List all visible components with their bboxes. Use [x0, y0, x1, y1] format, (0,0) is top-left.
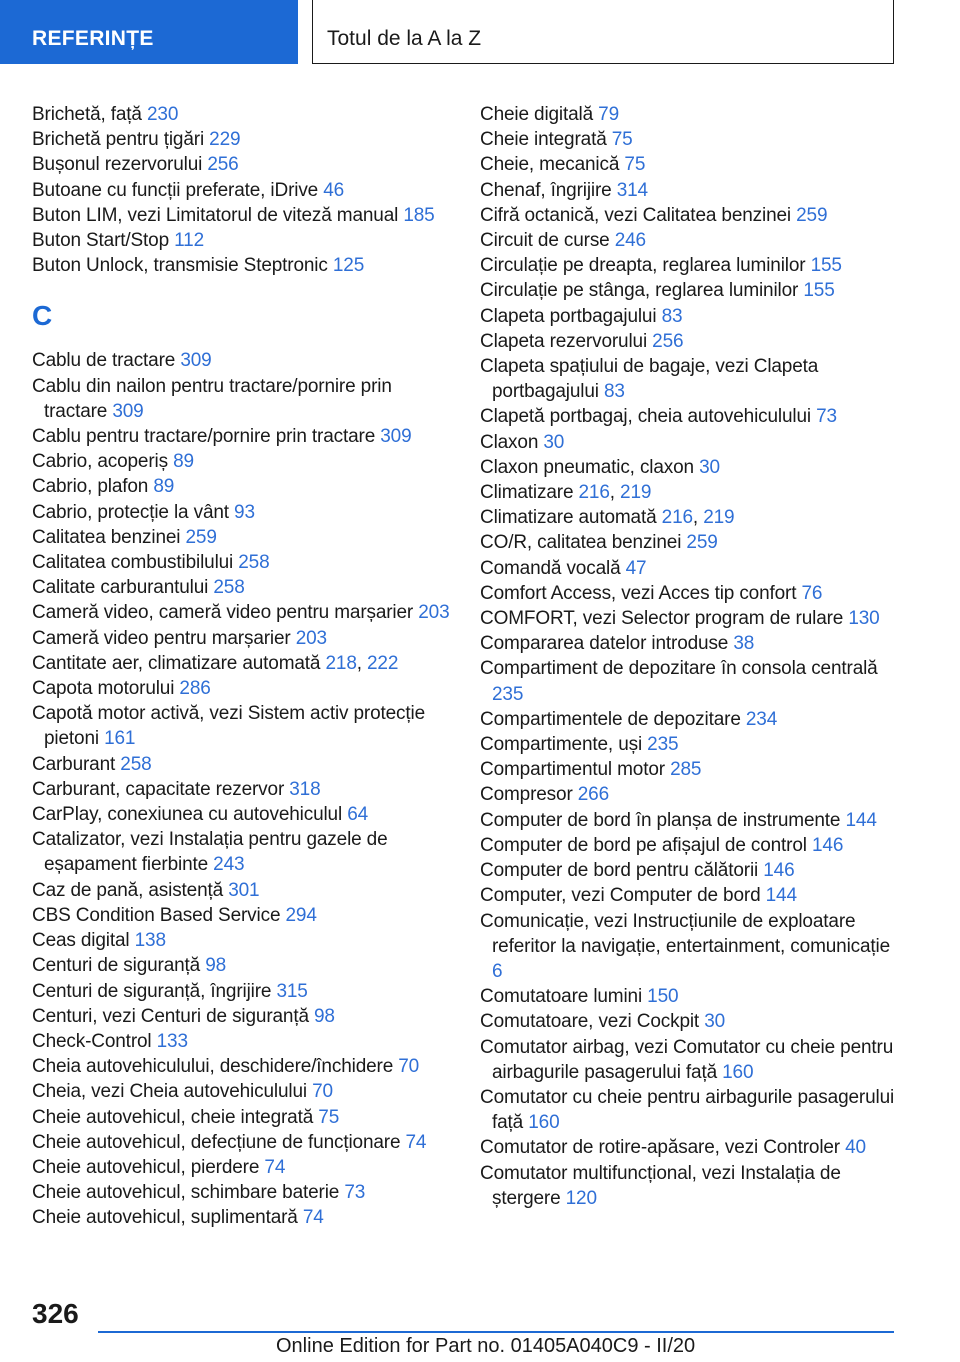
index-term: Capotă motor activă, vezi Sistem activ protecție pietoni	[32, 703, 426, 750]
index-term: Catalizator, vezi Instalația pentru gazele de eșapament fierbinte	[32, 829, 388, 876]
page-separator: ,	[692, 507, 704, 529]
index-column-right	[480, 102, 900, 1211]
page-reference-link[interactable]: 6	[492, 960, 503, 982]
page-reference-link[interactable]: 89	[153, 476, 175, 498]
index-term: Bușonul rezervorului	[32, 154, 208, 176]
page-reference-link[interactable]: 301	[228, 879, 260, 901]
page-reference-link[interactable]: 222	[367, 652, 399, 674]
index-term: Cheie autovehicul, cheie integrată	[32, 1106, 319, 1128]
index-entry	[480, 656, 900, 706]
section-tab	[0, 0, 298, 64]
index-entry	[32, 878, 452, 903]
index-entry	[32, 178, 452, 203]
index-entry	[32, 1155, 452, 1180]
index-term: Claxon	[480, 431, 544, 453]
index-term: Cablu de tractare	[32, 350, 181, 372]
index-entry	[32, 525, 452, 550]
index-entry	[480, 1135, 900, 1160]
index-entry	[480, 455, 900, 480]
index-entry	[32, 449, 452, 474]
index-entry	[32, 928, 452, 953]
page-reference-link[interactable]: 150	[647, 986, 679, 1008]
index-term: Buton Start/Stop	[32, 230, 175, 252]
index-term: Compartimentele de depozitare	[480, 708, 746, 730]
index-entry	[32, 979, 452, 1004]
index-entry	[32, 701, 452, 751]
index-group-c	[32, 348, 452, 1230]
index-entry	[480, 127, 900, 152]
index-entry	[32, 1105, 452, 1130]
index-term: Cheie, mecanică	[480, 154, 625, 176]
page-reference-link[interactable]: 144	[765, 885, 797, 907]
index-group-b	[32, 102, 452, 278]
index-term: Cantitate aer, climatizare automată	[32, 652, 326, 674]
page-reference-link[interactable]: 309	[180, 350, 212, 372]
page-reference-link[interactable]: 285	[670, 759, 702, 781]
page-reference-link[interactable]: 216	[661, 507, 693, 529]
page-separator: ,	[609, 482, 621, 504]
page-reference-link[interactable]: 235	[492, 683, 524, 705]
index-entry	[480, 883, 900, 908]
page-reference-link[interactable]: 318	[289, 778, 321, 800]
index-term: Circuit de curse	[480, 230, 615, 252]
page-reference-link[interactable]: 76	[801, 582, 823, 604]
index-entry	[32, 228, 452, 253]
index-entry	[32, 474, 452, 499]
index-entry	[480, 1161, 900, 1211]
page-reference-link[interactable]: 314	[616, 179, 648, 201]
page-reference-link[interactable]: 155	[803, 280, 835, 302]
index-entry	[32, 802, 452, 827]
page-reference-link[interactable]: 70	[398, 1056, 420, 1078]
index-term: Butoane cu funcții preferate, iDrive	[32, 179, 324, 201]
index-entry	[480, 606, 900, 631]
index-entry	[480, 329, 900, 354]
page-reference-link[interactable]: 125	[332, 255, 365, 277]
index-entry	[480, 556, 900, 581]
index-entry	[32, 676, 452, 701]
page-reference-link[interactable]: 218	[325, 652, 357, 674]
index-term: Compresor	[480, 784, 578, 806]
index-entry	[32, 777, 452, 802]
page-reference-link[interactable]: 89	[173, 451, 194, 473]
page-reference-link[interactable]: 259	[686, 532, 718, 554]
index-term: Cabrio, protecție la vânt	[32, 501, 235, 523]
index-term: Cheie integrată	[480, 129, 612, 151]
index-term: Calitate carburantului	[32, 577, 214, 599]
index-term: Cabrio, acoperiș	[32, 451, 174, 473]
page-reference-link[interactable]: 256	[652, 330, 684, 352]
page-reference-link[interactable]: 286	[179, 678, 211, 700]
page-reference-link[interactable]: 229	[209, 129, 241, 151]
index-entry	[32, 1079, 452, 1104]
page-reference-link[interactable]: 258	[238, 552, 270, 574]
index-term: Clapeta portbagajului	[480, 305, 662, 327]
index-term: Comunicație, vezi Instrucțiunile de exploatare referitor la navigație, entertainment, comunicație	[480, 910, 891, 957]
index-term: Calitatea combustibilului	[32, 552, 239, 574]
index-entry	[480, 631, 900, 656]
page-reference-link[interactable]: 30	[704, 1011, 726, 1033]
index-term: Cameră video, cameră video pentru marșarier	[32, 602, 419, 624]
index-term: Cheie autovehicul, schimbare baterie	[32, 1182, 345, 1204]
index-term: Circulație pe dreapta, reglarea luminilor	[480, 255, 811, 277]
section-label: REFERINȚE	[32, 27, 154, 50]
index-term: Cheia autovehiculului, deschidere/închidere	[32, 1056, 399, 1078]
index-entry	[32, 651, 452, 676]
index-term: Clapetă portbagaj, cheia autovehiculului	[480, 406, 817, 428]
index-entry	[480, 530, 900, 555]
page-reference-link[interactable]: 74	[405, 1131, 427, 1153]
index-entry	[32, 1180, 452, 1205]
page-reference-link[interactable]: 219	[620, 482, 652, 504]
index-term: Comfort Access, vezi Acces tip confort	[480, 582, 802, 604]
page-reference-link[interactable]: 83	[661, 305, 683, 327]
index-entry	[32, 575, 452, 600]
page-reference-link[interactable]: 93	[234, 501, 255, 523]
chapter-header	[312, 0, 894, 64]
index-term: Cameră video pentru marșarier	[32, 627, 296, 649]
index-term: Centuri de siguranță, îngrijire	[32, 980, 277, 1002]
page-reference-link[interactable]: 235	[647, 734, 679, 756]
index-entry	[32, 152, 452, 177]
page-reference-link[interactable]: 246	[614, 230, 646, 252]
page-separator: ,	[356, 652, 368, 674]
index-entry	[32, 550, 452, 575]
index-entry	[480, 102, 900, 127]
index-entry	[32, 203, 452, 228]
index-entry	[32, 1004, 452, 1029]
index-term: Compartiment de depozitare în consola centrală	[480, 658, 878, 680]
index-entry	[480, 253, 900, 278]
index-entry	[32, 953, 452, 978]
index-term: Claxon pneumatic, claxon	[480, 456, 700, 478]
index-term: CO/R, calitatea benzinei	[480, 532, 687, 554]
index-term: Capota motorului	[32, 678, 180, 700]
index-term: CBS Condition Based Service	[32, 904, 286, 926]
page-reference-link[interactable]: 294	[285, 904, 317, 926]
index-term: Computer, vezi Computer de bord	[480, 885, 766, 907]
page-reference-link[interactable]: 83	[603, 381, 625, 403]
index-entry	[480, 757, 900, 782]
page-reference-link[interactable]: 266	[577, 784, 610, 806]
index-group-c-continued	[480, 102, 900, 1211]
page-reference-link[interactable]: 185	[403, 204, 435, 226]
page-reference-link[interactable]: 120	[565, 1187, 597, 1209]
index-term: Brichetă, față	[32, 104, 147, 125]
index-entry	[32, 752, 452, 777]
index-term: Carburant	[32, 753, 121, 775]
page-reference-link[interactable]: 98	[314, 1005, 335, 1027]
page-reference-link[interactable]: 64	[347, 804, 369, 826]
page-reference-link[interactable]: 46	[323, 179, 345, 201]
index-entry	[480, 984, 900, 1009]
page-reference-link[interactable]: 155	[810, 255, 842, 277]
index-term: Brichetă pentru țigări	[32, 129, 210, 151]
page-reference-link[interactable]: 309	[380, 426, 412, 448]
index-term: Cheie autovehicul, pierdere	[32, 1156, 265, 1178]
page-reference-link[interactable]: 230	[146, 104, 179, 125]
index-term: Compartimente, uși	[480, 734, 648, 756]
page-reference-link[interactable]: 259	[796, 204, 828, 226]
page-reference-link[interactable]: 138	[134, 930, 166, 952]
index-entry	[480, 1085, 900, 1135]
page-reference-link[interactable]: 130	[848, 608, 880, 630]
chapter-title: Totul de la A la Z	[327, 27, 482, 50]
index-term: Cheie digitală	[480, 104, 599, 125]
index-term: COMFORT, vezi Selector program de rulare	[480, 608, 849, 630]
index-entry	[32, 102, 452, 127]
page-reference-link[interactable]: 98	[205, 955, 227, 977]
index-term: Cifră octanică, vezi Calitatea benzinei	[480, 204, 797, 226]
index-entry	[32, 1130, 452, 1155]
index-term: Compararea datelor introduse	[480, 633, 734, 655]
page-reference-link[interactable]: 70	[312, 1081, 333, 1103]
page-reference-link[interactable]: 40	[845, 1137, 866, 1159]
page-reference-link[interactable]: 73	[816, 406, 837, 428]
index-term: Chenaf, îngrijire	[480, 179, 617, 201]
page-reference-link[interactable]: 256	[207, 154, 239, 176]
page-reference-link[interactable]: 112	[174, 230, 204, 252]
index-entry	[32, 1029, 452, 1054]
index-term: Computer de bord pentru călătorii	[480, 860, 764, 882]
index-term: Computer de bord în planșa de instrumente	[480, 809, 846, 831]
index-term: Computer de bord pe afișajul de control	[480, 834, 812, 856]
page-reference-link[interactable]: 133	[156, 1030, 188, 1052]
index-entry	[480, 480, 900, 505]
index-entry	[480, 833, 900, 858]
page-reference-link[interactable]: 146	[811, 834, 844, 856]
index-entry	[32, 348, 452, 373]
index-term: Cheia, vezi Cheia autovehiculului	[32, 1081, 313, 1103]
index-entry	[32, 424, 452, 449]
index-term: Ceas digital	[32, 930, 135, 952]
index-entry	[480, 1035, 900, 1085]
index-term: Clapeta rezervorului	[480, 330, 653, 352]
index-term: Cabrio, plafon	[32, 476, 154, 498]
index-term: Buton LIM, vezi Limitatorul de viteză manual	[32, 204, 404, 226]
page-reference-link[interactable]: 75	[318, 1106, 340, 1128]
index-term: Carburant, capacitate rezervor	[32, 778, 290, 800]
index-entry	[480, 404, 900, 429]
index-entry	[480, 707, 900, 732]
page-reference-link[interactable]: 234	[745, 708, 778, 730]
index-entry	[32, 127, 452, 152]
page-reference-link[interactable]: 160	[722, 1061, 754, 1083]
index-entry	[480, 909, 900, 985]
page-reference-link[interactable]: 203	[295, 627, 327, 649]
page-reference-link[interactable]: 30	[543, 431, 565, 453]
index-term: CarPlay, conexiunea cu autovehiculul	[32, 804, 348, 826]
index-term: Comutator cu cheie pentru airbagurile pasagerului față	[480, 1086, 895, 1134]
index-entry	[480, 808, 900, 833]
index-term: Cheie autovehicul, suplimentară	[32, 1207, 303, 1229]
page-reference-link[interactable]: 243	[213, 854, 245, 876]
page-reference-link[interactable]: 258	[120, 753, 152, 775]
index-entry	[480, 1009, 900, 1034]
page-reference-link[interactable]: 75	[611, 129, 633, 151]
page-reference-link[interactable]: 75	[624, 154, 646, 176]
index-entry	[32, 500, 452, 525]
page-reference-link[interactable]: 219	[703, 507, 735, 529]
index-entry	[480, 178, 900, 203]
index-term: Clapeta spațiului de bagaje, vezi Clapeta portbagajului	[480, 356, 819, 403]
index-term: Comandă vocală	[480, 557, 626, 579]
page-reference-link[interactable]: 74	[264, 1156, 286, 1178]
section-letter: C	[32, 300, 53, 332]
index-term: Check-Control	[32, 1030, 157, 1052]
index-term: Compartimentul motor	[480, 759, 671, 781]
index-term: Circulație pe stânga, reglarea luminilor	[480, 280, 804, 302]
footer-text: Online Edition for Part no. 01405A040C9 - II/20	[276, 1335, 696, 1357]
index-column-left	[32, 102, 452, 1231]
page-reference-link[interactable]: 73	[344, 1182, 366, 1204]
index-entry	[480, 228, 900, 253]
index-entry	[480, 858, 900, 883]
index-entry	[480, 304, 900, 329]
index-term: Buton Unlock, transmisie Steptronic	[32, 255, 333, 277]
index-entry	[480, 732, 900, 757]
page-reference-link[interactable]: 144	[845, 809, 877, 831]
index-term: Centuri de siguranță	[32, 955, 206, 977]
page-reference-link[interactable]: 161	[104, 728, 136, 750]
index-term: Comutator airbag, vezi Comutator cu cheie pentru airbagurile pasagerului față	[480, 1036, 894, 1083]
index-term: Comutatoare lumini	[480, 986, 648, 1008]
index-term: Comutator de rotire-apăsare, vezi Controler	[480, 1137, 846, 1159]
index-term: Cheie autovehicul, defecțiune de funcționare	[32, 1131, 406, 1153]
index-entry	[32, 600, 452, 625]
index-entry	[32, 253, 452, 278]
index-entry	[480, 505, 900, 530]
index-term: Comutatoare, vezi Cockpit	[480, 1011, 705, 1033]
index-term: Climatizare automată	[480, 507, 662, 529]
index-term: Climatizare	[480, 482, 579, 504]
index-entry	[32, 626, 452, 651]
index-entry	[480, 152, 900, 177]
index-entry	[32, 1205, 452, 1230]
index-term: Comutator multifuncțional, vezi Instalația de ștergere	[480, 1162, 841, 1209]
index-entry	[480, 203, 900, 228]
page-reference-link[interactable]: 38	[733, 633, 755, 655]
index-term: Caz de pană, asistență	[32, 879, 229, 901]
footer-rule	[98, 1331, 894, 1333]
page-reference-link[interactable]: 216	[578, 482, 610, 504]
index-entry	[32, 903, 452, 928]
index-term: Calitatea benzinei	[32, 526, 186, 548]
page-reference-link[interactable]: 160	[528, 1112, 560, 1134]
page-number: 326	[32, 1298, 79, 1329]
page-reference-link[interactable]: 146	[763, 860, 795, 882]
page-reference-link[interactable]: 315	[276, 980, 308, 1002]
page-reference-link[interactable]: 47	[625, 557, 647, 579]
index-entry	[480, 782, 900, 807]
page-reference-link[interactable]: 79	[598, 104, 620, 125]
page-reference-link[interactable]: 309	[112, 400, 144, 422]
index-term: Cablu din nailon pentru tractare/pornire prin tractare	[32, 375, 392, 422]
index-entry	[32, 827, 452, 877]
page-reference-link[interactable]: 259	[185, 526, 217, 548]
index-entry	[32, 1054, 452, 1079]
page-reference-link[interactable]: 258	[213, 577, 245, 599]
page-reference-link[interactable]: 74	[302, 1207, 324, 1229]
index-entry	[480, 581, 900, 606]
index-entry	[480, 354, 900, 404]
page-reference-link[interactable]: 203	[418, 602, 450, 624]
index-term: Centuri, vezi Centuri de siguranță	[32, 1005, 315, 1027]
index-entry	[480, 430, 900, 455]
index-entry	[32, 374, 452, 424]
index-entry	[480, 278, 900, 303]
page-reference-link[interactable]: 30	[699, 456, 720, 478]
index-term: Cablu pentru tractare/pornire prin tractare	[32, 426, 381, 448]
